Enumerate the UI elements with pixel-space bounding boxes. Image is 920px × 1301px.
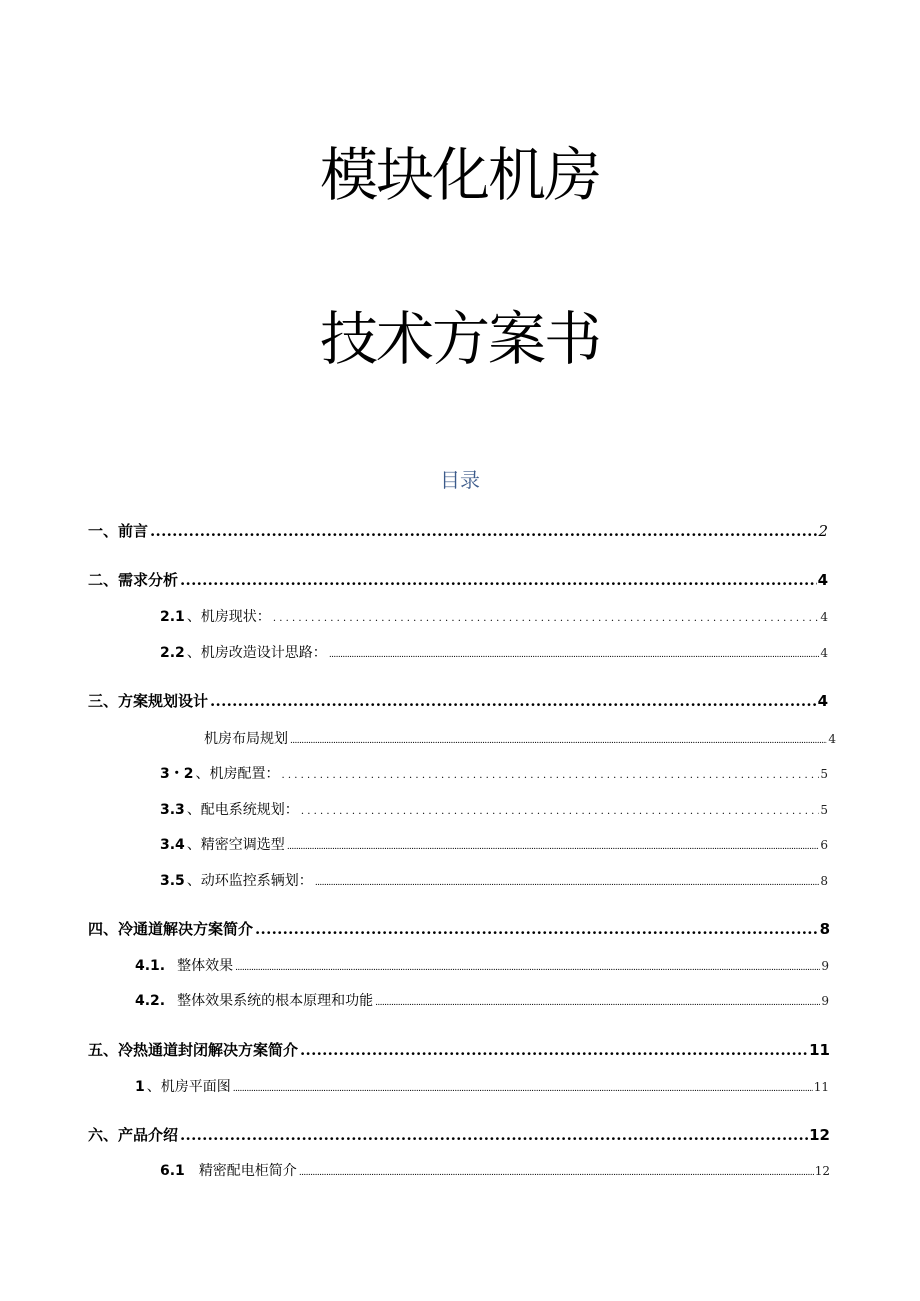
toc-entry-number: 一、: [88, 522, 119, 540]
toc-entry-label: 机房布局规划: [204, 731, 288, 747]
toc-page-number: 2: [818, 522, 828, 540]
toc-entry-4-1[interactable]: [135, 955, 829, 975]
toc-entry-number: 3・2: [160, 766, 194, 782]
toc-entry-number: 3.3: [160, 802, 185, 818]
toc-entry-number: 1: [135, 1079, 145, 1095]
document-title-line1: 模块化机房: [319, 141, 600, 209]
toc-entry-number: 3.4: [160, 837, 185, 853]
toc-page-number: 5: [820, 767, 828, 781]
toc-page-number: 9: [821, 994, 829, 1008]
toc-leader-dots: [300, 1041, 808, 1059]
toc-entry-2-2[interactable]: [160, 642, 828, 662]
toc-leader-dots: [180, 1126, 808, 1144]
toc-leader-dots: [290, 736, 827, 746]
toc-entry-2-1[interactable]: [160, 606, 828, 626]
toc-page-number: 11: [813, 1080, 829, 1094]
toc-leader-dots: [273, 613, 820, 624]
toc-entry-3-3[interactable]: [160, 799, 828, 819]
toc-entry-6-1[interactable]: [160, 1160, 830, 1180]
toc-leader-dots: [329, 650, 820, 660]
toc-entry-number: 四、: [88, 920, 119, 938]
toc-page-number: 4: [817, 692, 828, 710]
toc-page-number: 6: [820, 838, 828, 852]
toc-entry-label: 、机房改造设计思路：: [186, 645, 327, 661]
toc-entry-label: 整体效果: [177, 958, 234, 974]
toc-page-number: 8: [820, 874, 828, 888]
toc-page-number: 11: [809, 1041, 830, 1059]
toc-entry-3-1[interactable]: [204, 728, 836, 748]
document-title-line2: 技术方案书: [319, 305, 600, 373]
toc-entry-label: 、机房平面图: [146, 1079, 231, 1095]
toc-entry-label: 精密配电柜简介: [198, 1163, 297, 1179]
toc-leader-dots: [180, 571, 817, 589]
toc-entry-label: 、机房现状：: [186, 609, 271, 625]
toc-page-number: 12: [814, 1164, 830, 1178]
toc-entry-number: 3.5: [160, 873, 185, 889]
toc-page-number: 9: [821, 959, 829, 973]
toc-entry-label: 需求分析: [118, 571, 179, 589]
toc-page-number: 12: [809, 1126, 830, 1144]
toc-entry-products[interactable]: [88, 1124, 830, 1145]
toc-entry-number: 4.2.: [135, 993, 166, 1009]
toc-entry-label: 、配电系统规划：: [186, 802, 299, 818]
toc-entry-number: 6.1: [160, 1163, 185, 1179]
toc-page-number: 4: [828, 732, 836, 746]
toc-entry-number: 2.1: [160, 609, 185, 625]
toc-leader-dots: [375, 998, 820, 1008]
toc-entry-number: 三、: [88, 692, 119, 710]
toc-page-number: 4: [817, 571, 828, 589]
toc-page-number: 4: [820, 610, 828, 624]
toc-entry-number: 六、: [88, 1126, 119, 1144]
toc-entry-label: 冷热通道封闭解决方案简介: [118, 1041, 299, 1059]
toc-leader-dots: [150, 522, 817, 540]
toc-leader-dots: [210, 692, 817, 710]
toc-leader-dots: [299, 1168, 814, 1178]
toc-entry-label: 方案规划设计: [118, 692, 209, 710]
toc-entry-number: 二、: [88, 571, 119, 589]
toc-page-number: 5: [820, 803, 828, 817]
toc-leader-dots: [287, 842, 820, 852]
toc-entry-5-1[interactable]: [135, 1076, 829, 1096]
toc-page-number: 4: [820, 646, 828, 660]
toc-heading: 目录: [440, 468, 480, 492]
toc-leader-dots: [255, 920, 819, 938]
toc-entry-3-4[interactable]: [160, 834, 828, 854]
toc-entry-label: 、动环监控系辆划：: [186, 873, 313, 889]
toc-entry-label: 前言: [118, 522, 149, 540]
toc-entry-3-2[interactable]: [160, 763, 828, 783]
toc-page-number: 8: [819, 920, 830, 938]
toc-entry-number: 五、: [88, 1041, 119, 1059]
toc-entry-label: 整体效果系统的根本原理和功能: [177, 993, 374, 1009]
toc-entry-label: 、精密空调选型: [186, 837, 285, 853]
toc-entry-hot-cold-aisle[interactable]: [88, 1039, 830, 1060]
toc-leader-dots: [233, 1084, 813, 1094]
toc-entry-number: 4.1.: [135, 958, 166, 974]
toc-leader-dots: [315, 878, 820, 888]
toc-entry-number: 2.2: [160, 645, 185, 661]
toc-leader-dots: [301, 806, 820, 817]
toc-entry-label: 产品介绍: [118, 1126, 179, 1144]
toc-leader-dots: [281, 770, 819, 781]
toc-entry-4-2[interactable]: [135, 990, 829, 1010]
toc-leader-dots: [235, 963, 820, 973]
toc-entry-preface[interactable]: [88, 520, 828, 541]
toc-entry-requirements[interactable]: [88, 569, 828, 590]
toc-entry-cold-aisle[interactable]: [88, 918, 830, 939]
toc-entry-3-5[interactable]: [160, 870, 828, 890]
toc-entry-label: 冷通道解决方案简介: [118, 920, 254, 938]
toc-entry-planning[interactable]: [88, 690, 828, 711]
toc-entry-label: 、机房配置：: [195, 766, 280, 782]
